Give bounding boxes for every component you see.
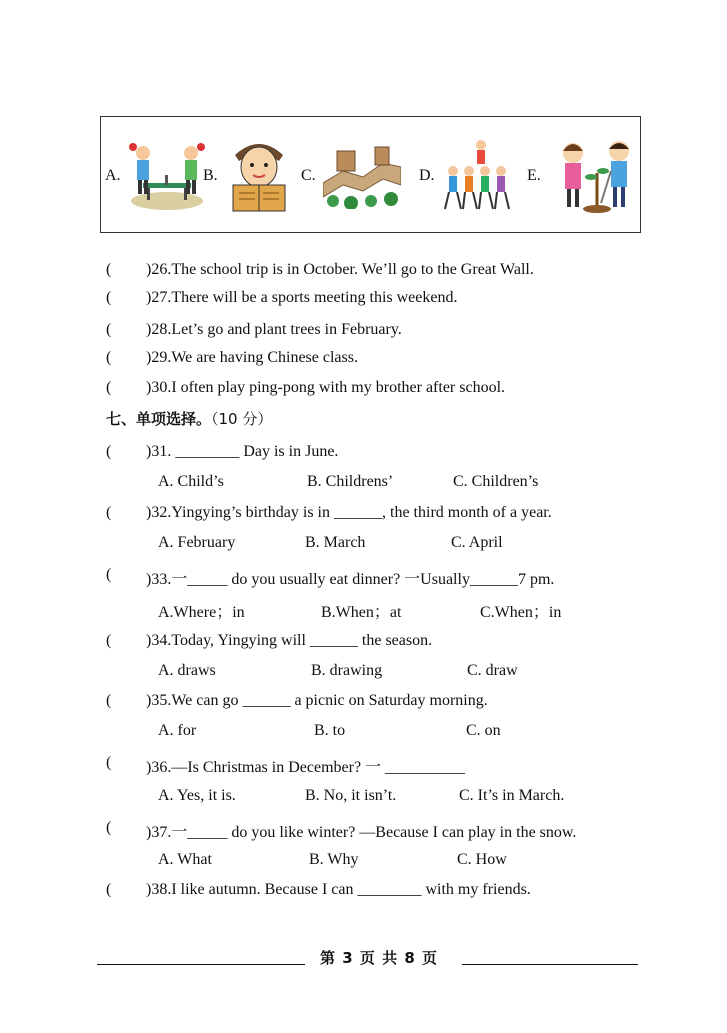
option-letter: E. — [527, 167, 541, 184]
boy-reading-book-icon — [227, 135, 291, 215]
section-title — [106, 408, 272, 429]
answer-paren[interactable]: ( — [106, 692, 112, 709]
question-text: )35.We can go ______ a picnic on Saturday morning. — [146, 692, 488, 709]
footer-rule-right — [462, 964, 638, 965]
question-text: )29.We are having Chinese class. — [146, 349, 358, 366]
answer-paren[interactable]: ( — [106, 754, 112, 771]
kids-planting-tree-icon — [557, 137, 637, 217]
choice-a: A. What — [158, 851, 212, 868]
section-title-text: 七、单项选择。 — [106, 410, 212, 428]
sports-meeting-kids-icon — [443, 137, 517, 213]
question-text: )28.Let’s go and plant trees in February. — [146, 321, 402, 338]
choice-c: C.When；in — [480, 604, 562, 621]
choice-a: A. Yes, it is. — [158, 787, 236, 804]
choice-b: B. No, it isn’t. — [305, 787, 397, 804]
choice-b: B.When；at — [321, 604, 402, 621]
answer-paren[interactable]: ( — [106, 881, 112, 898]
answer-paren[interactable]: ( — [106, 349, 112, 366]
answer-paren[interactable]: ( — [106, 321, 112, 338]
choice-b: B. March — [305, 534, 366, 551]
choice-a: A. February — [158, 534, 236, 551]
choice-b: B. Childrens’ — [307, 473, 394, 490]
question-text: )27.There will be a sports meeting this weekend. — [146, 289, 458, 306]
choice-c: C. How — [457, 851, 507, 868]
option-letter: A. — [105, 167, 121, 184]
choice-c: C. draw — [467, 662, 518, 679]
question-text: )38.I like autumn. Because I can ________ with my friends. — [146, 881, 531, 898]
picture-options-box — [100, 116, 641, 233]
question-text: )37.一_____ do you like winter? —Because I can play in the snow. — [146, 824, 577, 841]
answer-paren[interactable]: ( — [106, 566, 112, 583]
footer-rule-left — [97, 964, 305, 965]
choice-a: A. draws — [158, 662, 216, 679]
choice-b: B. drawing — [311, 662, 383, 679]
answer-paren[interactable]: ( — [106, 443, 112, 460]
choice-a: A. Child’s — [158, 473, 224, 490]
answer-paren[interactable]: ( — [106, 379, 112, 396]
question-text: )36.—Is Christmas in December? 一 __________ — [146, 759, 466, 776]
question-text: )34.Today, Yingying will ______ the season. — [146, 632, 433, 649]
ping-pong-players-icon — [129, 139, 205, 211]
question-text: )30.I often play ping-pong with my brother after school. — [146, 379, 506, 396]
choice-b: B. to — [314, 722, 346, 739]
choice-b: B. Why — [309, 851, 359, 868]
answer-paren[interactable]: ( — [106, 504, 112, 521]
question-text: )33.一_____ do you usually eat dinner? 一Usually______7 pm. — [146, 571, 555, 588]
option-letter: C. — [301, 167, 316, 184]
question-text: )31. ________ Day is in June. — [146, 443, 339, 460]
section-score: （10 分） — [211, 410, 273, 428]
choice-c: C. Children’s — [453, 473, 539, 490]
option-letter: D. — [419, 167, 435, 184]
answer-paren[interactable]: ( — [106, 261, 112, 278]
question-text: )26.The school trip is in October. We’ll go to the Great Wall. — [146, 261, 534, 278]
choice-a: A. for — [158, 722, 197, 739]
choice-a: A.Where；in — [158, 604, 245, 621]
page-number: 第 3 页 共 8 页 — [320, 949, 438, 967]
choice-c: C. April — [451, 534, 503, 551]
great-wall-icon — [323, 141, 401, 209]
answer-paren[interactable]: ( — [106, 819, 112, 836]
question-text: )32.Yingying’s birthday is in ______, the third month of a year. — [146, 504, 552, 521]
choice-c: C. It’s in March. — [459, 787, 565, 804]
choice-c: C. on — [466, 722, 501, 739]
answer-paren[interactable]: ( — [106, 632, 112, 649]
option-letter: B. — [203, 167, 218, 184]
answer-paren[interactable]: ( — [106, 289, 112, 306]
